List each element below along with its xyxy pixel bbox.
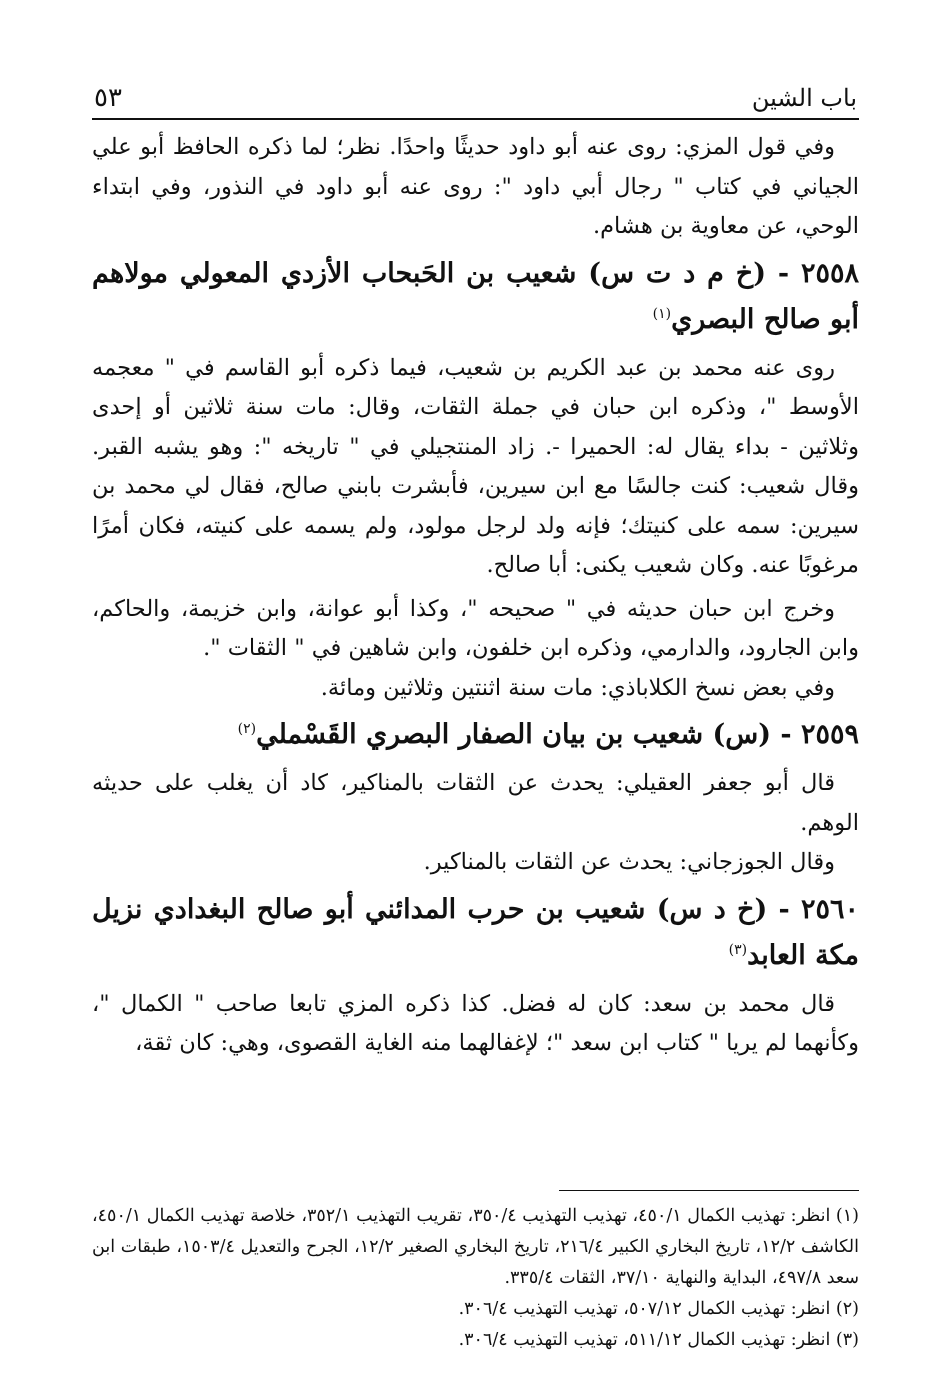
entry-2559-paragraph: قال أبو جعفر العقيلي: يحدث عن الثقات بالمناكير، كاد أن يغلب على حديثه الوهم. (92, 770, 859, 836)
footnote: (٢) انظر: تهذيب الكمال ٥٠٧/١٢، تهذيب التهذيب ٣٠٦/٤. (458, 1299, 859, 1319)
entry-2558-paragraph: روى عنه محمد بن عبد الكريم بن شعيب، فيما ذكره أبو القاسم في " معجمه الأوسط "، وذكره ابن حبان في جملة الثقات، وقال: مات سنة ثلاثين أو إحدى وثلاثين - بداء يقال له: الحميرا -. زاد المنتجيلي في " تاريخه ": وهو يشبه القبر. وقال شعيب: كنت جالسًا مع ابن سيرين، فأبشرت بابني صالح، فقال لي محمد بن سيرين: سمه على كنيتك؛ فإنه ولد لرجل مولود، ولم يسمه على كنيته، فكان أمرًا مرغوبًا عنه. وكان شعيب يكنى: أبا صالح. (92, 354, 859, 578)
entry-heading-2559 (92, 712, 859, 758)
entry-heading-2558 (92, 251, 859, 343)
page-body (92, 128, 859, 1064)
footnote-marker: (٣) (728, 941, 748, 958)
entry-heading-text: ٢٥٥٨ - (خ م د ت س) شعيب بن الحَبحاب الأزدي المعولي مولاهم أبو صالح البصري (92, 257, 859, 335)
entry-2559-paragraph: وقال الجوزجاني: يحدث عن الثقات بالمناكير. (423, 849, 835, 875)
entry-2558-paragraph: وخرج ابن حبان حديثه في " صحيحه "، وكذا أبو عوانة، وابن خزيمة، والحاكم، وابن الجارود، والدارمي، وذكره ابن خلفون، وابن شاهين في " الثقات ". (92, 595, 859, 661)
footnote-marker: (٢) (237, 721, 257, 737)
entry-heading-2560 (92, 887, 859, 979)
footnote: (٣) انظر: تهذيب الكمال ٥١١/١٢، تهذيب التهذيب ٣٠٦/٤. (458, 1330, 859, 1350)
intro-paragraph: وفي قول المزي: روى عنه أبو داود حديثًا واحدًا. نظر؛ لما ذكره الحافظ أبو علي الجياني في كتاب " رجال أبي داود ": روى عنه أبو داود في النذور، وفي ابتداء الوحي، عن معاوية بن هشام. (92, 134, 859, 239)
footnote: (١) انظر: تهذيب الكمال ٤٥٠/١، تهذيب التهذيب ٣٥٠/٤، تقريب التهذيب ٣٥٢/١، خلاصة تهذيب الكمال ٤٥٠/١، الكاشف ١٢/٢، تاريخ البخاري الكبير ٢١٦/٤، تاريخ البخاري الصغير ١٢/٢، الجرح والتعديل ١٥٠٣/٤، طبقات ابن سعد ٤٩٧/٨، البداية والنهاية ٣٧/١٠، الثقات ٣٣٥/٤. (92, 1206, 859, 1288)
entry-2558-paragraph: وفي بعض نسخ الكلاباذي: مات سنة اثنتين وثلاثين ومائة. (320, 674, 835, 701)
chapter-title: باب الشين (751, 84, 857, 112)
entry-heading-text: ٢٥٦٠ - (خ د س) شعيب بن حرب المدائني أبو صالح البغدادي نزيل مكة العابد (92, 893, 859, 971)
entry-2560-paragraph: قال محمد بن سعد: كان له فضل. كذا ذكره المزي تابعا صاحب " الكمال "، وكأنهما لم يريا " كتاب ابن سعد "؛ لإغفالهما منه الغاية القصوى، وهي: كان ثقة، (92, 990, 859, 1056)
page-number: ٥٣ (94, 83, 122, 113)
book-page (92, 78, 859, 1350)
running-header (92, 78, 859, 120)
entry-heading-text: ٢٥٥٩ - (س) شعيب بن بيان الصفار البصري القَسْملي (256, 719, 859, 750)
footnote-separator (559, 1190, 859, 1191)
footnote-marker: (١) (652, 305, 672, 322)
footnotes (92, 1150, 859, 1356)
